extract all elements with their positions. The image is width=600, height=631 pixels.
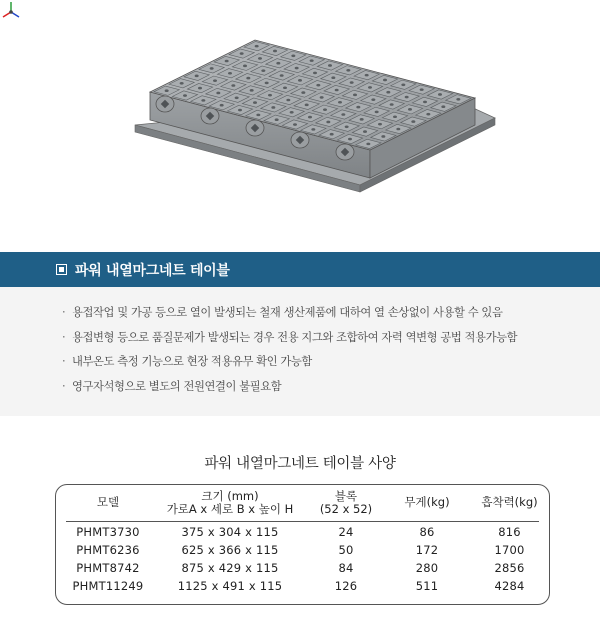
block-hole [198,87,202,90]
block-hole [246,77,250,80]
feature-item: · 영구자석형으로 별도의 전원연결이 불필요함 [62,378,600,403]
block-hole [255,45,259,48]
block-hole [256,114,260,117]
block-hole [328,64,332,67]
block-hole [383,79,387,82]
cell-block: 126 [334,579,358,593]
block-hole [253,101,257,104]
block-hole [375,111,379,114]
section-banner [0,252,600,287]
block-hole [420,88,424,91]
cell-model: PHMT3730 [76,525,140,539]
cell-block: 50 [338,543,354,557]
block-hole [365,74,369,77]
block-hole [220,104,224,107]
block-hole [411,120,415,123]
block-hole [298,79,302,82]
cell-force: 2856 [494,561,525,575]
cell-weight: 280 [415,561,439,575]
block-hole [165,89,169,92]
bullet-dot: · [62,330,66,344]
cell-model: PHMT11249 [72,579,144,593]
block-hole [295,67,299,70]
block-hole [345,125,349,128]
feature-list [0,287,600,416]
block-hole [225,60,229,63]
product-image [0,0,600,250]
cell-model: PHMT6236 [76,543,140,557]
header-force: 흡착력(kg) [481,495,538,509]
feature-item: · 용접작업 및 가공 등으로 열이 발생되는 철재 생산제품에 대하여 열 손상없이 사용할 수 있음 [62,304,600,329]
cell-size: 625 x 366 x 115 [181,543,279,557]
block-hole [268,94,272,97]
block-hole [348,138,352,141]
block-hole [195,75,199,78]
block-hole [405,96,409,99]
block-hole [438,93,442,96]
block-hole [243,65,247,68]
cell-weight: 511 [415,579,439,593]
block-hole [216,92,220,95]
block-hole [305,104,309,107]
header-size [160,490,300,516]
block-hole [280,74,284,77]
header-weight: 무게(kg) [404,495,450,509]
block-hole [341,113,345,116]
block-hole [426,113,430,116]
block-hole [210,67,214,70]
block-hole [261,69,265,72]
block-hole [311,128,315,131]
block-hole [290,111,294,114]
cell-block: 84 [338,561,354,575]
cell-block: 24 [338,525,354,539]
block-hole [371,98,375,101]
block-hole [401,83,405,86]
cell-force: 4284 [494,579,525,593]
block-hole [326,121,330,124]
block-hole [273,50,277,53]
block-hole [183,94,187,97]
block-hole [238,109,242,112]
table-row [56,523,549,541]
block-hole [275,118,279,121]
table-row [56,541,549,559]
block-hole [316,84,320,87]
block-hole [313,72,317,75]
header-block-line2: (52 x 52) [319,502,373,516]
block-hole [240,52,244,55]
block-hole [235,96,239,99]
block-hole [408,108,412,111]
block-hole [213,79,217,82]
header-divider [66,521,539,522]
block-hole [291,54,295,57]
block-hole [441,105,445,108]
block-hole [396,128,400,131]
block-hole [338,101,342,104]
block-hole [265,82,269,85]
block-hole [331,76,335,79]
block-hole [390,103,394,106]
bullet-dot: · [62,355,66,368]
block-hole [258,57,262,60]
block-hole [393,115,397,118]
block-hole [366,143,370,146]
block-hole [386,91,390,94]
block-hole [350,81,354,84]
spec-table [55,484,550,605]
block-hole [363,130,367,133]
block-hole [228,72,232,75]
block-hole [310,59,314,62]
cell-size: 875 x 429 x 115 [181,561,279,575]
feature-item: · 용접변형 등으로 품질문제가 발생되는 경우 전용 지그와 조합하여 자력 역변형 공법 적용가능함 [62,329,600,354]
table-header [56,485,549,521]
block-hole [335,89,339,92]
bullet-dot: · [62,306,66,319]
bullet-dot: · [62,379,66,393]
axis-triad-icon [0,0,22,22]
spec-title: 파워 내열마그네트 테이블 사양 [204,456,396,472]
cell-weight: 86 [419,525,435,539]
block-hole [201,99,205,102]
header-size-line1: 크기 (mm) [201,489,259,503]
magnet-table-illustration [0,0,600,250]
block-hole [346,69,350,72]
block-hole [301,91,305,94]
block-hole [293,123,297,126]
square-bullet-icon [56,264,67,275]
block-hole [330,133,334,136]
banner-title: 파워 내열마그네트 테이블 [75,262,230,279]
block-hole [286,99,290,102]
block-hole [323,108,327,111]
header-model: 모델 [96,495,120,509]
block-hole [360,118,364,121]
header-block-line1: 블록 [334,489,358,503]
block-hole [180,82,184,85]
cell-model: PHMT8742 [76,561,140,575]
table-row [56,577,549,595]
header-block [306,490,386,516]
block-hole [308,116,312,119]
feature-item: · 내부온도 측정 기능으로 현장 적용유무 확인 가능함 [62,353,600,378]
block-hole [456,98,460,101]
block-hole [250,89,254,92]
block-hole [231,84,235,87]
cell-size: 375 x 304 x 115 [181,525,279,539]
cell-size: 1125 x 491 x 115 [177,579,283,593]
cell-force: 1700 [494,543,525,557]
block-hole [423,101,427,104]
cell-weight: 172 [415,543,439,557]
block-hole [381,135,385,138]
block-hole [353,94,357,97]
cell-force: 816 [498,525,521,539]
block-hole [378,123,382,126]
block-hole [276,62,280,65]
block-hole [368,86,372,89]
block-hole [283,86,287,89]
block-hole [271,106,275,109]
header-size-line2: 가로A x 세로 B x 높이 H [166,502,294,516]
table-row [56,559,549,577]
block-hole [320,96,324,99]
block-hole [356,106,360,109]
